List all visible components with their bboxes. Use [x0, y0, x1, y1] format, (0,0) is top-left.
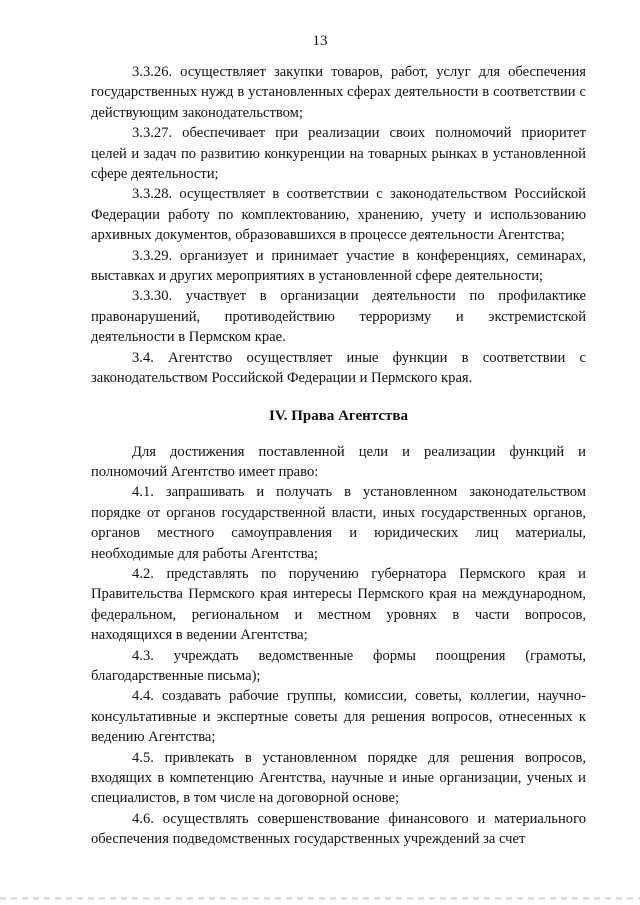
document-body: [91, 62, 586, 850]
paragraph-intro: Для достижения поставленной цели и реализации функций и полномочий Агентство имеет право:: [91, 443, 586, 480]
paragraph-3-4: 3.4. Агентство осуществляет иные функции в соответствии с законодательством Российской Федерации и Пермского края.: [91, 349, 586, 387]
paragraph-4-5: 4.5. привлекать в установленном порядке для решения вопросов, входящих в компетенцию Агентства, научные и иные организации, ученых и специалистов, в том числе на договорной основе;: [91, 749, 586, 807]
paragraph-4-4: 4.4. создавать рабочие группы, комиссии, советы, коллегии, научно-консультативные и экспертные советы для решения вопросов, отнесенных к ведению Агентства;: [91, 688, 586, 746]
scan-artifact-line: [0, 897, 640, 900]
paragraph-4-3: 4.3. учреждать ведомственные формы поощрения (грамоты, благодарственные письма);: [91, 647, 586, 684]
paragraph-4-6: 4.6. осуществлять совершенствование финансового и материального обеспечения подведомственных государственных учреждений за счет: [91, 810, 586, 848]
paragraph-3-3-28: 3.3.28. осуществляет в соответствии с законодательством Российской Федерации работу по комплектованию, хранению, учету и использованию архивных документов, образовавшихся в процессе деятельности Агентства;: [91, 186, 586, 244]
paragraph-4-2: 4.2. представлять по поручению губернатора Пермского края и Правительства Пермского края интересы Пермского края на международном, федеральном, региональном и местном уровнях в части вопросов, находящихся в ведении Агентства;: [91, 565, 586, 644]
paragraph-4-1: 4.1. запрашивать и получать в установленном законодательством порядке от органов государственной власти, иных государственных органов, органов местного самоуправления и юридических лиц материалы, необходимые для работы Агентства;: [91, 484, 586, 562]
section-heading: IV. Права Агентства: [268, 407, 409, 424]
paragraph-3-3-27: 3.3.27. обеспечивает при реализации своих полномочий приоритет целей и задач по развитию конкуренции на товарных рынках в установленной сфере деятельности;: [91, 125, 586, 183]
page-number: 13: [312, 33, 328, 49]
paragraph-3-3-30: 3.3.30. участвует в организации деятельности по профилактике правонарушений, противодействию терроризму и экстремистской деятельности в Пермском крае.: [91, 288, 586, 346]
paragraph-3-3-26: 3.3.26. осуществляет закупки товаров, работ, услуг для обеспечения государственных нужд в установленных сферах деятельности в соответствии с действующим законодательством;: [91, 64, 586, 121]
paragraph-3-3-29: 3.3.29. организует и принимает участие в конференциях, семинарах, выставках и других мероприятиях в установленной сфере деятельности;: [91, 247, 586, 285]
